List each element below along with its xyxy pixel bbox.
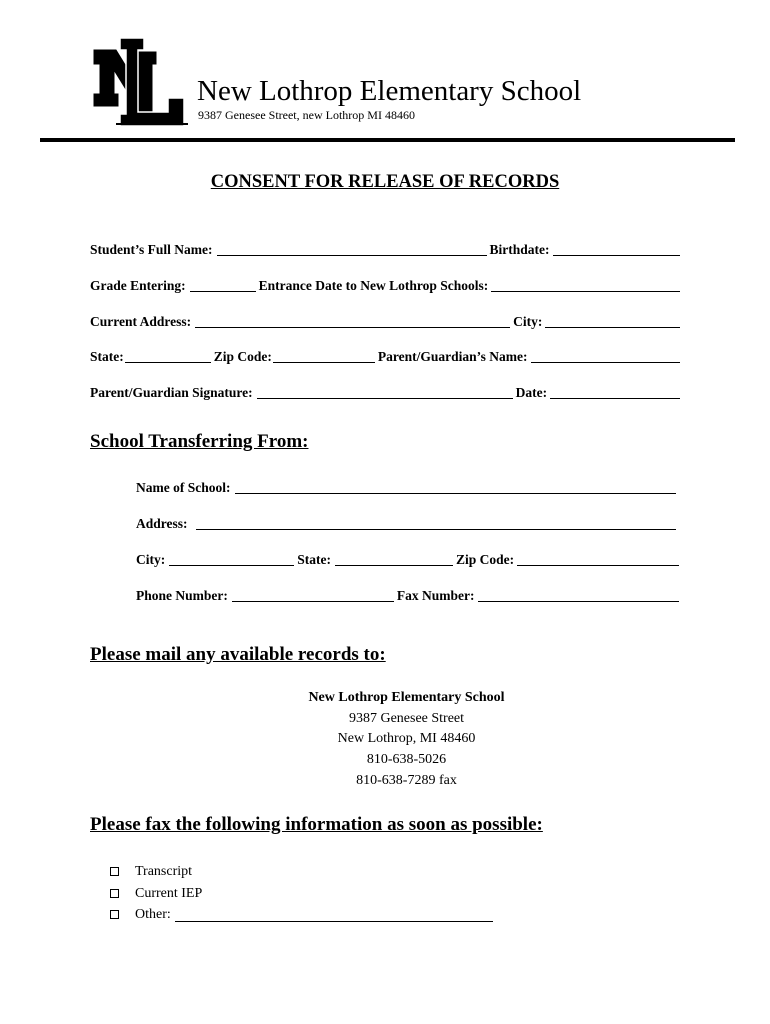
signature-field[interactable] <box>257 385 513 399</box>
signature-row <box>90 383 680 401</box>
grade-field[interactable] <box>190 278 256 292</box>
student-name-row <box>90 240 680 258</box>
prev-state-field[interactable] <box>335 552 453 566</box>
full-name-field[interactable] <box>217 242 487 256</box>
transcript-label: Transcript <box>135 864 193 879</box>
transfer-heading: School Transferring From: <box>90 431 309 452</box>
parent-name-field[interactable] <box>531 349 680 363</box>
other-label: Other: <box>135 907 171 922</box>
prev-state-label: State: <box>297 552 331 567</box>
nl-monogram-icon <box>90 36 190 128</box>
prev-school-name-label: Name of School: <box>136 480 231 495</box>
grade-row <box>90 276 680 294</box>
zip-code-field[interactable] <box>273 349 375 363</box>
other-checkbox[interactable] <box>110 910 119 919</box>
current-iep-checkbox[interactable] <box>110 889 119 898</box>
state-field[interactable] <box>125 349 211 363</box>
current-address-field[interactable] <box>195 314 510 328</box>
mail-school-name: New Lothrop Elementary School <box>308 690 505 705</box>
signature-label: Parent/Guardian Signature: <box>90 385 253 400</box>
city-label: City: <box>513 314 543 329</box>
city-field[interactable] <box>545 314 680 328</box>
state-label: State: <box>90 349 124 364</box>
entrance-date-field[interactable] <box>491 278 680 292</box>
prev-phone-label: Phone Number: <box>136 588 228 603</box>
prev-fax-field[interactable] <box>478 588 680 602</box>
current-iep-label: Current IEP <box>135 885 203 901</box>
list-item <box>110 883 493 905</box>
school-name: New Lothrop Elementary School <box>197 75 582 107</box>
full-name-label: Student’s Full Name: <box>90 242 213 257</box>
prev-city-row <box>136 550 679 568</box>
prev-school-name-field[interactable] <box>235 480 677 494</box>
mail-phone: 810-638-5026 <box>366 752 447 768</box>
mail-street: 9387 Genesee Street <box>348 710 465 726</box>
prev-fax-label: Fax Number: <box>396 588 475 603</box>
prev-school-name-row <box>136 478 676 496</box>
zip-code-label: Zip Code: <box>213 349 272 364</box>
prev-address-label: Address: <box>136 516 188 531</box>
prev-zip-field[interactable] <box>517 552 679 566</box>
prev-phone-field[interactable] <box>232 588 394 602</box>
header-divider <box>40 138 735 142</box>
other-field[interactable] <box>175 907 493 922</box>
fax-checklist <box>110 861 493 926</box>
grade-label: Grade Entering: <box>90 278 186 293</box>
document-title: CONSENT FOR RELEASE OF RECORDS <box>210 172 560 192</box>
state-zip-row <box>90 347 680 365</box>
date-label: Date: <box>515 385 548 400</box>
prev-zip-label: Zip Code: <box>456 552 515 567</box>
parent-name-label: Parent/Guardian’s Name: <box>377 349 528 364</box>
transcript-checkbox[interactable] <box>110 867 119 876</box>
prev-phone-row <box>136 586 679 604</box>
birthdate-field[interactable] <box>553 242 680 256</box>
fax-heading: Please fax the following information as soon as possible: <box>90 814 543 835</box>
prev-address-row <box>136 514 676 532</box>
school-logo <box>90 36 190 128</box>
mail-heading: Please mail any available records to: <box>90 644 386 665</box>
date-field[interactable] <box>550 385 680 399</box>
list-item <box>110 861 493 883</box>
list-item <box>110 904 493 926</box>
birthdate-label: Birthdate: <box>489 242 550 257</box>
prev-address-field[interactable] <box>196 516 676 530</box>
prev-city-field[interactable] <box>169 552 294 566</box>
current-address-label: Current Address: <box>90 314 192 329</box>
mail-city-state-zip: New Lothrop, MI 48460 <box>337 731 476 747</box>
mail-fax: 810-638-7289 fax <box>356 772 457 788</box>
school-address: 9387 Genesee Street, new Lothrop MI 48460 <box>198 108 415 122</box>
mailing-address <box>0 688 770 792</box>
prev-city-label: City: <box>136 552 166 567</box>
address-row <box>90 312 680 330</box>
entrance-date-label: Entrance Date to New Lothrop Schools: <box>258 278 489 293</box>
